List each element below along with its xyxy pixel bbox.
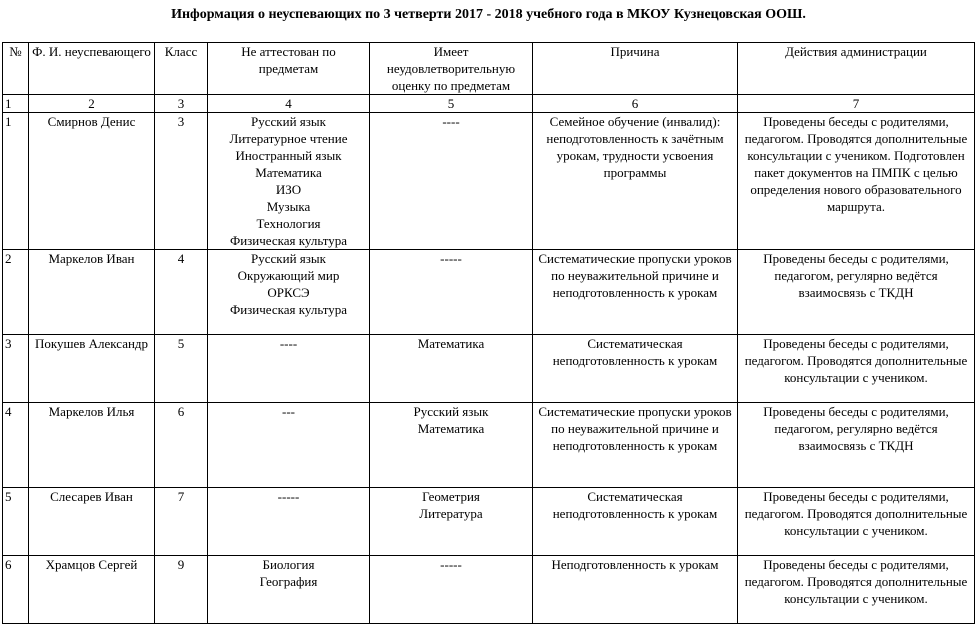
not-certified-cell bbox=[208, 556, 370, 624]
subject-item: Русский язык bbox=[251, 251, 326, 266]
index-cell: 6 bbox=[533, 95, 738, 113]
subject-item: Физическая культура bbox=[229, 233, 348, 248]
student-name-cell bbox=[29, 335, 155, 403]
row-num-cell: 4 bbox=[3, 403, 29, 488]
header-name: Ф. И. неуспевающего bbox=[29, 43, 155, 95]
grade-cell: 4 bbox=[155, 250, 208, 335]
subject-item: Русский язык bbox=[413, 404, 489, 419]
subject-item: ОРКСЭ bbox=[267, 285, 310, 300]
subject-item: Иностранный язык bbox=[235, 148, 342, 163]
table-row bbox=[3, 113, 975, 250]
student-name: Покушев Александр bbox=[34, 336, 149, 351]
reason-cell: Семейное обучение (инвалид): неподготовленность к зачётным урокам, трудности усвоения программы bbox=[533, 113, 738, 250]
reason-cell: Систематическая неподготовленность к урокам bbox=[533, 335, 738, 403]
subject-item: Литература bbox=[419, 506, 483, 521]
header-not-certified: Не аттестован по предметам bbox=[208, 43, 370, 95]
subject-item: Технология bbox=[256, 216, 321, 231]
subject-item: ---- bbox=[442, 114, 460, 129]
reason-cell: Систематические пропуски уроков по неуважительной причине и неподготовленность к урокам bbox=[533, 250, 738, 335]
grade-cell: 3 bbox=[155, 113, 208, 250]
header-unsatisfactory: Имеет неудовлетворительную оценку по предметам bbox=[370, 43, 533, 95]
student-name-cell bbox=[29, 488, 155, 556]
index-cell: 2 bbox=[29, 95, 155, 113]
unsatisfactory-cell bbox=[370, 488, 533, 556]
grade-cell: 9 bbox=[155, 556, 208, 624]
actions-cell: Проведены беседы с родителями, педагогом. Проводятся дополнительные консультации с учеником. bbox=[738, 556, 975, 624]
row-num-cell: 1 bbox=[3, 113, 29, 250]
student-name-cell bbox=[29, 250, 155, 335]
reason-cell: Систематическая неподготовленность к урокам bbox=[533, 488, 738, 556]
table-body bbox=[3, 113, 975, 624]
subject-item: Геометрия bbox=[422, 489, 480, 504]
row-num-cell: 5 bbox=[3, 488, 29, 556]
table-row bbox=[3, 335, 975, 403]
index-cell: 7 bbox=[738, 95, 975, 113]
header-grade: Класс bbox=[155, 43, 208, 95]
table-row bbox=[3, 403, 975, 488]
not-certified-cell bbox=[208, 113, 370, 250]
reason-cell: Неподготовленность к урокам bbox=[533, 556, 738, 624]
actions-cell: Проведены беседы с родителями, педагогом. Проводятся дополнительные консультации с учеником. bbox=[738, 335, 975, 403]
unsatisfactory-cell bbox=[370, 250, 533, 335]
subject-item: ИЗО bbox=[275, 182, 302, 197]
subject-item: География bbox=[259, 574, 318, 589]
unsatisfactory-cell bbox=[370, 335, 533, 403]
student-name: Маркелов Илья bbox=[48, 404, 135, 419]
subject-item: Математика bbox=[255, 165, 322, 180]
subject-item: Окружающий мир bbox=[237, 268, 340, 283]
student-name-cell bbox=[29, 556, 155, 624]
index-cell: 5 bbox=[370, 95, 533, 113]
subject-item: ---- bbox=[279, 336, 298, 351]
index-row bbox=[3, 95, 975, 113]
underachievers-table bbox=[2, 42, 975, 624]
table-row bbox=[3, 488, 975, 556]
student-name: Маркелов Иван bbox=[48, 251, 135, 266]
student-name: Храмцов Сергей bbox=[45, 557, 138, 572]
subject-item: Физическая культура bbox=[229, 302, 348, 317]
header-actions: Действия администрации bbox=[738, 43, 975, 95]
not-certified-cell bbox=[208, 488, 370, 556]
student-name: Слесарев Иван bbox=[50, 489, 133, 504]
subject-item: ----- bbox=[440, 251, 462, 266]
subject-item: Биология bbox=[262, 557, 315, 572]
subject-item: ----- bbox=[440, 557, 462, 572]
subject-item: Математика bbox=[417, 421, 485, 436]
row-num-cell: 6 bbox=[3, 556, 29, 624]
header-reason: Причина bbox=[533, 43, 738, 95]
subject-item: Математика bbox=[417, 336, 485, 351]
table-row bbox=[3, 250, 975, 335]
actions-cell: Проведены беседы с родителями, педагогом. Проводятся дополнительные консультации с учеником. Подготовлен пакет документов на ПМПК с целью определения нового образовательного маршрута. bbox=[738, 113, 975, 250]
table-row bbox=[3, 556, 975, 624]
student-name-cell bbox=[29, 403, 155, 488]
header-num: № bbox=[3, 43, 29, 95]
grade-cell: 6 bbox=[155, 403, 208, 488]
actions-cell: Проведены беседы с родителями, педагогом, регулярно ведётся взаимосвязь с ТКДН bbox=[738, 250, 975, 335]
row-num-cell: 2 bbox=[3, 250, 29, 335]
grade-cell: 5 bbox=[155, 335, 208, 403]
index-cell: 1 bbox=[3, 95, 29, 113]
grade-cell: 7 bbox=[155, 488, 208, 556]
unsatisfactory-cell bbox=[370, 403, 533, 488]
header-row bbox=[3, 43, 975, 95]
subject-item: ----- bbox=[277, 489, 300, 504]
row-num-cell: 3 bbox=[3, 335, 29, 403]
index-cell: 4 bbox=[208, 95, 370, 113]
subject-item: Литературное чтение bbox=[229, 131, 348, 146]
student-name: Смирнов Денис bbox=[47, 114, 136, 129]
unsatisfactory-cell bbox=[370, 113, 533, 250]
student-name-cell bbox=[29, 113, 155, 250]
reason-cell: Систематические пропуски уроков по неуважительной причине и неподготовленность к урокам bbox=[533, 403, 738, 488]
subject-item: Музыка bbox=[266, 199, 311, 214]
subject-item: --- bbox=[282, 404, 295, 419]
not-certified-cell bbox=[208, 335, 370, 403]
unsatisfactory-cell bbox=[370, 556, 533, 624]
index-cell: 3 bbox=[155, 95, 208, 113]
not-certified-cell bbox=[208, 250, 370, 335]
not-certified-cell bbox=[208, 403, 370, 488]
actions-cell: Проведены беседы с родителями, педагогом. Проводятся дополнительные консультации с учеником. bbox=[738, 488, 975, 556]
subject-item: Русский язык bbox=[251, 114, 326, 129]
actions-cell: Проведены беседы с родителями, педагогом, регулярно ведётся взаимосвязь с ТКДН bbox=[738, 403, 975, 488]
document-title: Информация о неуспевающих по 3 четверти 2017 - 2018 учебного года в МКОУ Кузнецовская ООШ. bbox=[171, 7, 806, 22]
